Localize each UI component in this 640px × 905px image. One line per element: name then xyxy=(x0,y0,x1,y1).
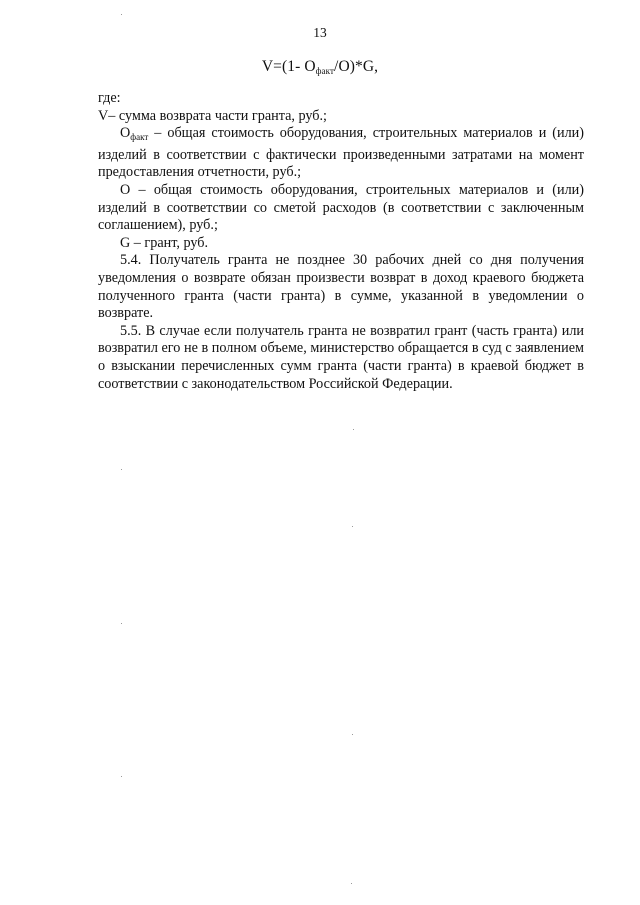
scan-speck xyxy=(352,526,353,527)
scan-speck xyxy=(121,14,122,15)
scan-speck xyxy=(121,623,122,624)
scan-speck xyxy=(352,734,353,735)
ofact-text: – общая стоимость оборудования, строительных материалов и (или) изделий в соответствии с фактически произведенными затратами на момент предоставления отчетности, руб.; xyxy=(98,125,584,181)
scan-speck xyxy=(353,429,354,430)
clause-5-4: 5.4. Получатель гранта не позднее 30 рабочих дней со дня получения уведомления о возврате обязан произвести возврат в доход краевого бюджета полученного гранта (части гранта) в сумме, указанной в уведомлении о возврате. xyxy=(98,252,584,322)
clause-5-5: 5.5. В случае если получатель гранта не возвратил грант (часть гранта) или возвратил его не в полном объеме, министерство обращается в суд с заявлением о взыскании перечисленных сумм гранта (части гранта) в краевой бюджет в соответствии с законодательством Российской Федерации. xyxy=(98,322,584,392)
ofact-subscript: факт xyxy=(130,132,149,143)
scan-speck xyxy=(351,883,352,884)
definition-ofact xyxy=(98,125,584,182)
formula-prefix: V=(1- O xyxy=(261,58,316,75)
formula-suffix: /O)*G, xyxy=(334,58,379,75)
scan-speck xyxy=(121,469,122,470)
definition-v: V– сумма возврата части гранта, руб.; xyxy=(98,107,328,124)
where-intro: где: xyxy=(98,90,121,106)
definition-g: G – грант, руб. xyxy=(120,234,209,251)
formula-subscript: факт xyxy=(315,66,335,76)
ofact-symbol: О xyxy=(120,125,131,142)
formula xyxy=(0,58,640,76)
scan-speck xyxy=(121,776,122,777)
definition-o: О – общая стоимость оборудования, строительных материалов и (или) изделий в соответствии со сметой расходов (в соответствии с заключенным соглашением), руб.; xyxy=(98,181,584,234)
document-body xyxy=(98,90,584,393)
page-number: 13 xyxy=(313,25,327,40)
